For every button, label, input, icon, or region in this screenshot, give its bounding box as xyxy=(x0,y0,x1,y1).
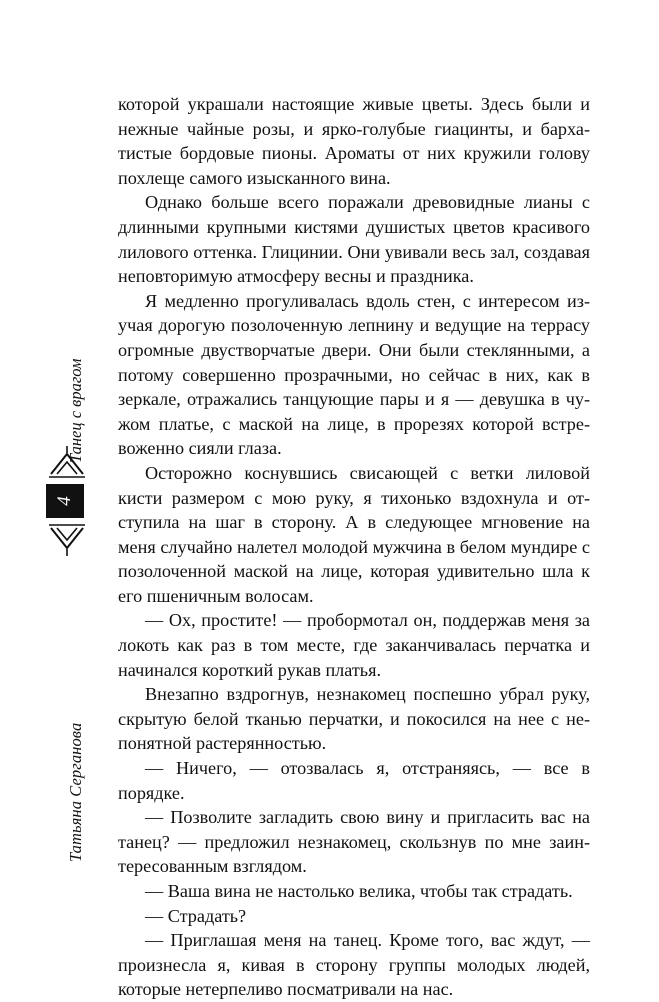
body-text xyxy=(118,92,590,1002)
page-number-box xyxy=(46,484,84,518)
paragraph: — Страдать? xyxy=(145,905,247,926)
paragraph: Я медленно прогуливалась вдоль стен, с интересом изучая дорогую позолоченную лепнину и ведущие на террасу огромные двустворчатые двери. Они были стеклянными, а потому совершенно прозрачными, но сейчас в них, как в зеркале, отражались танцующие пары и я — девушка в чужом платье, с маской на лице, в прорезях которой встревоженно сияли глаза. xyxy=(118,290,590,459)
paragraph: — Ох, простите! — пробормотал он, поддержав меня за локоть как раз в том месте, где заканчивалась перчатка и начинался короткий рукав платья. xyxy=(118,610,590,680)
paragraph: Внезапно вздрогнув, незнакомец поспешно убрал руку, скрытую белой тканью перчатки, и покосился на нее с непонятной растерянностью. xyxy=(118,684,590,754)
paragraph: — Приглашая меня на танец. Кроме того, вас ждут, — произнесла я, кивая в сторону группы молодых людей, которые нетерпеливо посматривали на нас. xyxy=(118,930,590,1000)
book-title: Танец с врагом xyxy=(66,358,85,463)
page-number: 4 xyxy=(54,496,75,506)
paragraph: Осторожно коснувшись свисающей с ветки лиловой кисти размером с мою руку, я тихонько вздохнула и отступила на шаг в сторону. А в следующее мгновение на меня случайно налетел молодой мужчина в белом мундире с позолоченной маской на лице, которая удивительно шла к его пшеничным волосам. xyxy=(118,462,590,606)
paragraph: которой украшали настоящие живые цветы. Здесь были и нежные чайные розы, и ярко-голубые гиацинты, и бархатистые бордовые пионы. Ароматы от них кружили голову похлеще самого изысканного вина. xyxy=(118,94,590,188)
paragraph: Однако больше всего поражали древовидные лианы с длинными крупными кистями душистых цветов красивого лилового оттенка. Глицинии. Они увивали весь зал, создавая неповторимую атмосферу весны и праздника. xyxy=(118,192,590,287)
paragraph: — Ваша вина не настолько велика, чтобы так страдать. xyxy=(145,881,573,901)
paragraph: — Позволите загладить свою вину и пригласить вас на танец? — предложил незнакомец, скользнув по мне заинтересованным взглядом. xyxy=(118,807,590,877)
bottom-ornament-icon xyxy=(47,522,87,558)
author-name: Татьяна Серганова xyxy=(66,722,85,862)
top-ornament-icon xyxy=(47,444,87,480)
paragraph: — Ничего, — отозвалась я, отстраняясь, — все в порядке. xyxy=(118,758,590,803)
